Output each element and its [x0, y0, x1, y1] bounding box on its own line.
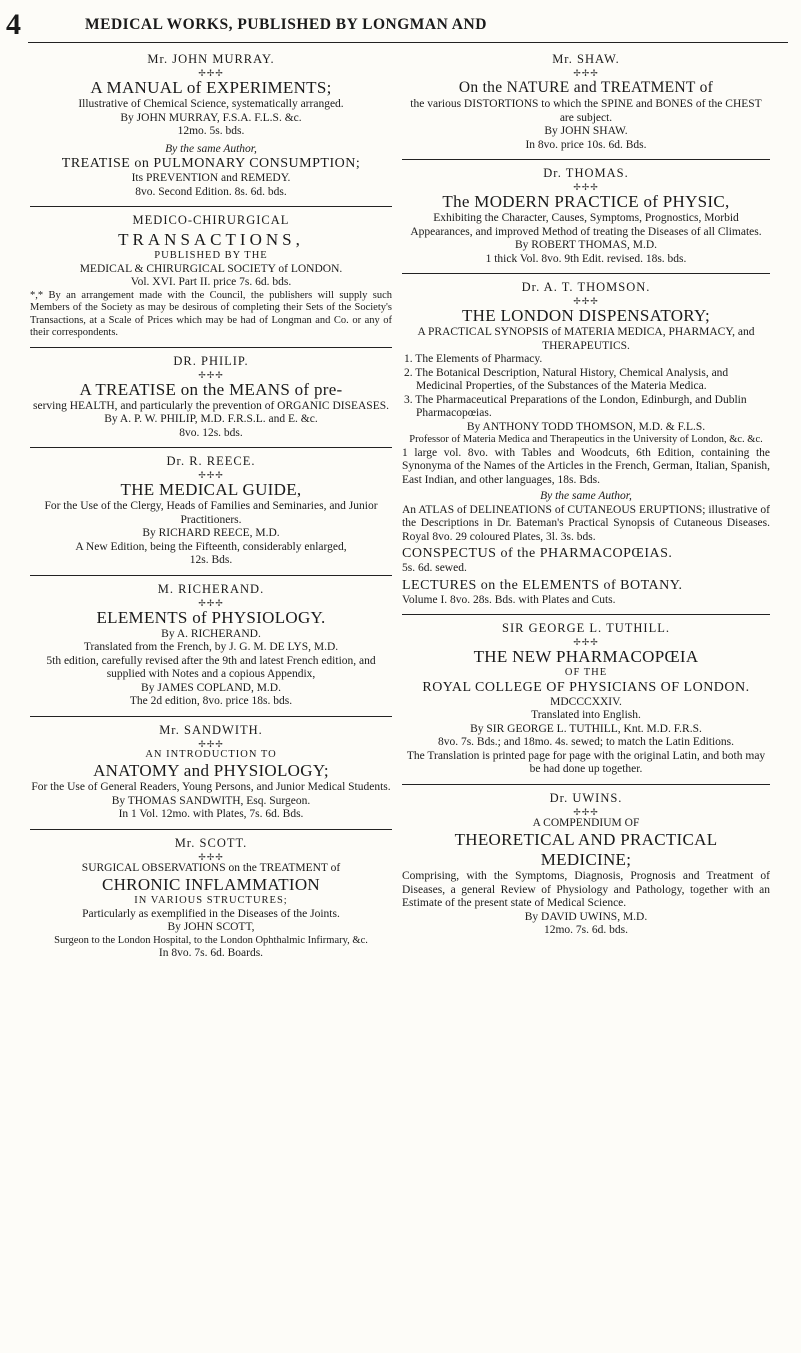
- author-heading: Dr. A. T. THOMSON.: [521, 280, 651, 294]
- author-heading: M. RICHERAND.: [157, 581, 265, 596]
- murray-advert: [30, 52, 392, 199]
- author-heading: DR. PHILIP.: [173, 353, 249, 368]
- book-title: TREATISE on PULMONARY CONSUMPTION;: [61, 156, 361, 171]
- ornament-icon: ✢✢✢: [198, 68, 224, 78]
- of-the-line: OF THE: [564, 667, 608, 678]
- book-subtitle: Comprising, with the Symptoms, Diagnosis, Prognosis and Treatment of Diseases, a general Review of Physiology and Pathology, together with an Estimate of the present state of Medical Science.: [402, 870, 770, 909]
- book-title: THE MEDICAL GUIDE,: [120, 480, 302, 499]
- ornament-icon: ✢✢✢: [573, 806, 599, 817]
- book-title: LECTURES on the ELEMENTS of BOTANY.: [402, 577, 683, 593]
- edition-description: 1 large vol. 8vo. with Tables and Woodcuts, 6th Edition, containing the Synonyma of the Names of the Articles in the French, German, Italian, Spanish, East Indian, and other languages, 18s. Bds.: [402, 446, 770, 486]
- divider: [402, 159, 770, 160]
- divider: [30, 829, 392, 830]
- medico-advert: [30, 213, 392, 340]
- translation-line: Translated into English.: [531, 709, 641, 721]
- author-role: Surgeon to the London Hospital, to the London Ophthalmic Infirmary, &c.: [54, 934, 368, 946]
- ornament-icon: ✢✢✢: [573, 637, 599, 647]
- author-heading: Mr. SCOTT.: [174, 835, 248, 850]
- author-byline: By SIR GEORGE L. TUTHILL, Knt. M.D. F.R.S.: [470, 722, 702, 735]
- book-title: THEORETICAL AND PRACTICAL: [454, 830, 718, 849]
- book-subtitle: A PRACTICAL SYNOPSIS of MATERIA MEDICA, PHARMACY, and THERAPEUTICS.: [417, 326, 755, 352]
- same-author-line: By the same Author,: [165, 142, 257, 155]
- price-line: 8vo. 12s. bds.: [179, 426, 243, 439]
- author-heading: Mr. SANDWITH.: [159, 722, 263, 737]
- ornament-icon: ✢✢✢: [198, 597, 224, 608]
- price-line: 12s. Bds.: [189, 554, 233, 566]
- ornament-icon: ✢✢✢: [198, 470, 224, 480]
- same-author-line: By the same Author,: [540, 490, 632, 502]
- thomson-advert: [402, 280, 770, 607]
- journal-heading: MEDICO-CHIRURGICAL: [132, 213, 290, 227]
- author-heading: Mr. SHAW.: [552, 52, 620, 66]
- thomas-advert: [402, 166, 770, 266]
- intro-line: AN INTRODUCTION TO: [145, 748, 277, 760]
- book-title: THE LONDON DISPENSATORY;: [461, 306, 711, 325]
- author-byline: By A. RICHERAND.: [161, 627, 261, 640]
- book-subtitle: Particularly as exemplified in the Diseases of the Joints.: [82, 907, 340, 920]
- ornament-icon: ✢✢✢: [198, 369, 224, 380]
- author-byline: By ROBERT THOMAS, M.D.: [514, 239, 658, 251]
- price-line: 5s. 6d. sewed.: [402, 562, 467, 574]
- price-line: Vol. XVI. Part II. price 7s. 6d. bds.: [130, 276, 292, 288]
- divider: [402, 784, 770, 785]
- author-heading: Dr. UWINS.: [549, 790, 623, 805]
- divider: [30, 716, 392, 717]
- book-title: MEDICINE;: [540, 850, 632, 869]
- author-heading: Mr. JOHN MURRAY.: [147, 52, 275, 66]
- author-byline: By JAMES COPLAND, M.D.: [141, 681, 281, 694]
- book-title: ELEMENTS of PHYSIOLOGY.: [96, 607, 326, 627]
- ornament-icon: ✢✢✢: [573, 68, 599, 78]
- running-title: MEDICAL WORKS, PUBLISHED BY LONGMAN AND: [85, 16, 487, 33]
- author-heading: Dr. THOMAS.: [543, 166, 629, 180]
- ornament-icon: ✢✢✢: [573, 182, 599, 192]
- author-role: Professor of Materia Medica and Therapeutics in the University of London, &c. &c.: [409, 434, 763, 445]
- uwins-advert: [402, 791, 770, 938]
- journal-title: TRANSACTIONS,: [118, 230, 304, 249]
- divider: [30, 206, 392, 207]
- divider: [30, 347, 392, 348]
- price-line: 12mo. 5s. bds.: [177, 125, 245, 137]
- ornament-icon: ✢✢✢: [198, 851, 224, 862]
- price-line: In 1 Vol. 12mo. with Plates, 7s. 6d. Bds.: [118, 808, 304, 820]
- divider: [402, 273, 770, 274]
- book-title: ANATOMY and PHYSIOLOGY;: [93, 761, 329, 780]
- book-title: THE NEW PHARMACOPŒIA: [473, 647, 699, 666]
- book-pretitle: SURGICAL OBSERVATIONS on the TREATMENT of: [81, 861, 341, 874]
- author-heading: SIR GEORGE L. TUTHILL.: [502, 621, 670, 635]
- book-subtitle: the various DISTORTIONS to which the SPINE and BONES of the CHEST are subject.: [410, 98, 762, 124]
- shaw-advert: [402, 52, 770, 152]
- book-subtitle: Exhibiting the Character, Causes, Symptoms, Prognostics, Morbid Appearances, and improved Method of treating the Diseases of all Climates.: [410, 212, 762, 238]
- book-subtitle: serving HEALTH, and particularly the prevention of ORGANIC DISEASES.: [32, 399, 390, 412]
- translator-line: Translated from the French, by J. G. M. DE LYS, M.D.: [83, 641, 339, 653]
- price-line: 1 thick Vol. 8vo. 9th Edit. revised. 18s. bds.: [485, 252, 687, 265]
- edition-line: A New Edition, being the Fifteenth, considerably enlarged,: [75, 540, 347, 553]
- book-subtitle: IN VARIOUS STRUCTURES;: [134, 895, 288, 906]
- page-number: 4: [6, 8, 21, 41]
- price-line: 8vo. Second Edition. 8s. 6d. bds.: [135, 185, 287, 198]
- book-title: The MODERN PRACTICE of PHYSIC,: [442, 192, 730, 211]
- list-item: 3. The Pharmaceutical Preparations of the London, Edinburgh, and Dublin Pharmacopœias.: [404, 393, 747, 419]
- page-header: [0, 0, 801, 40]
- author-byline: By JOHN MURRAY, F.S.A. F.L.S. &c.: [120, 111, 302, 124]
- college-name: ROYAL COLLEGE OF PHYSICIANS OF LONDON.: [422, 679, 750, 695]
- price-line: The 2d edition, 8vo. price 18s. bds.: [129, 695, 293, 707]
- author-byline: By DAVID UWINS, M.D.: [524, 910, 648, 923]
- price-line: 8vo. 7s. Bds.; and 18mo. 4s. sewed; to match the Latin Editions.: [437, 736, 735, 748]
- right-column: [402, 52, 770, 938]
- philip-advert: [30, 354, 392, 441]
- book-subtitle: For the Use of General Readers, Young Persons, and Junior Medical Students.: [31, 781, 391, 793]
- author-heading: Dr. R. REECE.: [166, 454, 256, 468]
- year-line: MDCCCXXIV.: [550, 695, 622, 708]
- book-title: A TREATISE on the MEANS of pre-: [79, 379, 343, 399]
- book-title: A MANUAL of EXPERIMENTS;: [90, 78, 332, 97]
- divider: [402, 614, 770, 615]
- left-column: [30, 52, 392, 961]
- book-subtitle: Illustrative of Chemical Science, systematically arranged.: [78, 98, 344, 110]
- author-byline: By ANTHONY TODD THOMSON, M.D. & F.L.S.: [466, 420, 706, 433]
- notice-text: The Translation is printed page for page with the original Latin, and both may be had done up together.: [406, 749, 766, 775]
- sandwith-advert: [30, 723, 392, 822]
- notice-text: *,* By an arrangement made with the Council, the publishers will supply such Members of the Society as may be desirous of completing their Sets of the Society's Transactions, at a Scale of Prices which may be had of Longman and Co. or any of their correspondents.: [30, 289, 392, 338]
- ornament-icon: ✢✢✢: [198, 738, 224, 749]
- book-subtitle: For the Use of the Clergy, Heads of Families and Seminaries, and Junior Practitioners.: [44, 500, 378, 526]
- edition-line: 5th edition, carefully revised after the 9th and latest French edition, and supplied with Notes and a copious Appendix,: [46, 654, 376, 680]
- price-line: In 8vo. price 10s. 6d. Bds.: [525, 138, 647, 151]
- reece-advert: [30, 454, 392, 568]
- book-title: CHRONIC INFLAMMATION: [101, 875, 321, 894]
- richerand-advert: [30, 582, 392, 709]
- divider: [30, 447, 392, 448]
- author-byline: By RICHARD REECE, M.D.: [142, 527, 280, 539]
- author-byline: By A. P. W. PHILIP, M.D. F.R.S.L. and E. &c.: [104, 413, 318, 425]
- price-line: 12mo. 7s. 6d. bds.: [543, 924, 629, 936]
- list-item: 1. The Elements of Pharmacy.: [404, 353, 543, 365]
- book-title: CONSPECTUS of the PHARMACOPŒIAS.: [402, 546, 673, 561]
- header-rule: [28, 42, 788, 43]
- price-line: Volume I. 8vo. 28s. Bds. with Plates and Cuts.: [402, 593, 616, 606]
- published-by-line: PUBLISHED BY THE: [154, 250, 268, 261]
- book-subtitle: Its PREVENTION and REMEDY.: [131, 172, 291, 184]
- list-item: 2. The Botanical Description, Natural History, Chemical Analysis, and Medicinal Properties, of the Substances of the Materia Medica.: [404, 366, 729, 392]
- author-byline: By JOHN SCOTT,: [167, 921, 255, 933]
- price-line: In 8vo. 7s. 6d. Boards.: [158, 947, 264, 959]
- society-name: MEDICAL & CHIRURGICAL SOCIETY of LONDON.: [79, 262, 343, 275]
- divider: [30, 575, 392, 576]
- book-title: On the NATURE and TREATMENT of: [458, 79, 714, 96]
- ornament-icon: ✢✢✢: [573, 296, 599, 306]
- intro-line: A COMPENDIUM OF: [532, 816, 640, 829]
- atlas-description: An ATLAS of DELINEATIONS of CUTANEOUS ERUPTIONS; illustrative of the Descriptions in Dr. Bateman's Practical Synopsis of Cutaneous Diseases. Royal 8vo. 29 coloured Plates, 3l. 3s. bds.: [402, 503, 770, 543]
- scott-advert: [30, 836, 392, 961]
- author-byline: By JOHN SHAW.: [544, 125, 628, 137]
- tuthill-advert: [402, 621, 770, 777]
- author-byline: By THOMAS SANDWITH, Esq. Surgeon.: [111, 794, 311, 807]
